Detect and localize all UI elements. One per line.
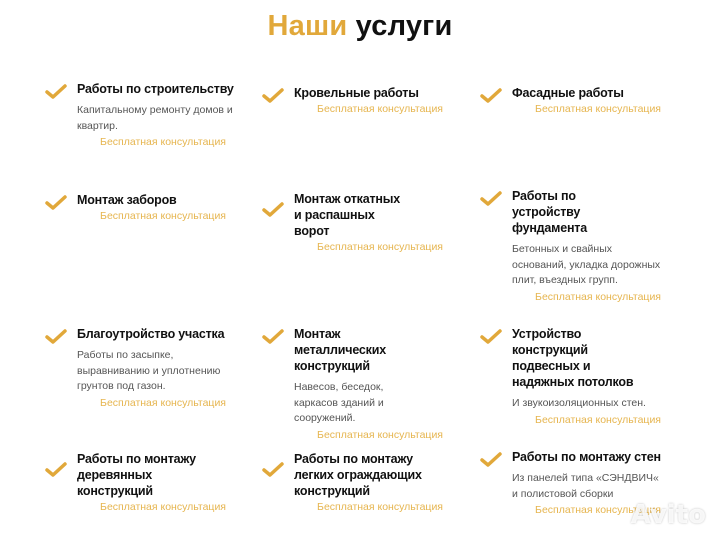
free-consultation-link[interactable]: Бесплатная консультация bbox=[317, 501, 443, 513]
checkmark-icon bbox=[262, 328, 284, 346]
service-title: Монтаж заборов bbox=[77, 193, 177, 207]
free-consultation-link[interactable]: Бесплатная консультация bbox=[100, 396, 226, 409]
service-title: Кровельные работы bbox=[294, 86, 419, 100]
checkmark-icon bbox=[45, 194, 67, 212]
checkmark-icon bbox=[45, 328, 67, 346]
service-description: Работы по засыпке, выравниванию и уплотнению грунтов под газон. bbox=[77, 349, 221, 392]
service-item bbox=[294, 326, 443, 443]
free-consultation-link[interactable]: Бесплатная консультация bbox=[317, 428, 443, 441]
free-consultation-link[interactable]: Бесплатная консультация bbox=[535, 103, 661, 115]
checkmark-icon bbox=[480, 87, 502, 105]
service-title: Работы по монтажу стен bbox=[512, 450, 661, 464]
service-item bbox=[77, 81, 237, 150]
checkmark-icon bbox=[480, 451, 502, 469]
service-description: Капитальному ремонту домов и квартир. bbox=[77, 104, 233, 132]
service-item bbox=[294, 85, 443, 117]
checkmark-icon bbox=[45, 461, 67, 479]
checkmark-icon bbox=[480, 190, 502, 208]
service-item bbox=[77, 192, 226, 224]
service-title: Работы по строительству bbox=[77, 82, 234, 96]
page-title bbox=[0, 10, 720, 43]
title-main: услуги bbox=[355, 10, 453, 42]
free-consultation-link[interactable]: Бесплатная консультация bbox=[535, 290, 661, 303]
service-item bbox=[294, 191, 443, 255]
service-title: Работы по монтажу деревянных конструкций bbox=[77, 452, 196, 498]
service-item bbox=[512, 188, 661, 305]
checkmark-icon bbox=[262, 87, 284, 105]
service-description: Из панелей типа «СЭНДВИЧ« и полистовой сборки bbox=[512, 472, 659, 500]
free-consultation-link[interactable]: Бесплатная консультация bbox=[100, 501, 226, 513]
service-item bbox=[512, 85, 661, 117]
service-description: И звукоизоляционных стен. bbox=[512, 397, 646, 409]
free-consultation-link[interactable]: Бесплатная консультация bbox=[317, 241, 443, 253]
service-title: Благоутройство участка bbox=[77, 327, 225, 341]
avito-watermark: Avito bbox=[630, 500, 706, 530]
service-title: Монтаж откатных и распашных ворот bbox=[294, 192, 400, 238]
service-title: Монтаж металлических конструкций bbox=[294, 327, 386, 373]
free-consultation-link[interactable]: Бесплатная консультация bbox=[100, 136, 226, 148]
service-title: Работы по монтажу легких ограждающих конструкций bbox=[294, 452, 422, 498]
checkmark-icon bbox=[262, 461, 284, 479]
service-item bbox=[294, 451, 443, 515]
title-accent: Наши bbox=[267, 10, 348, 42]
service-title: Работы по устройству фундамента bbox=[512, 189, 587, 235]
checkmark-icon bbox=[45, 83, 67, 101]
free-consultation-link[interactable]: Бесплатная консультация bbox=[535, 504, 661, 516]
service-description: Бетонных и свайных оснований, укладка дорожных плит, въездных групп. bbox=[512, 243, 661, 286]
free-consultation-link[interactable]: Бесплатная консультация bbox=[535, 413, 661, 426]
service-title: Устройство конструкций подвесных и надяжных потолков bbox=[512, 327, 634, 389]
service-item bbox=[512, 326, 661, 428]
free-consultation-link[interactable]: Бесплатная консультация bbox=[100, 210, 226, 222]
checkmark-icon bbox=[262, 201, 284, 219]
free-consultation-link[interactable]: Бесплатная консультация bbox=[317, 103, 443, 115]
service-item bbox=[77, 451, 226, 515]
service-description: Навесов, беседок, каркасов зданий и сооружений. bbox=[294, 381, 384, 424]
service-title: Фасадные работы bbox=[512, 86, 624, 100]
service-item bbox=[77, 326, 226, 411]
checkmark-icon bbox=[480, 328, 502, 346]
